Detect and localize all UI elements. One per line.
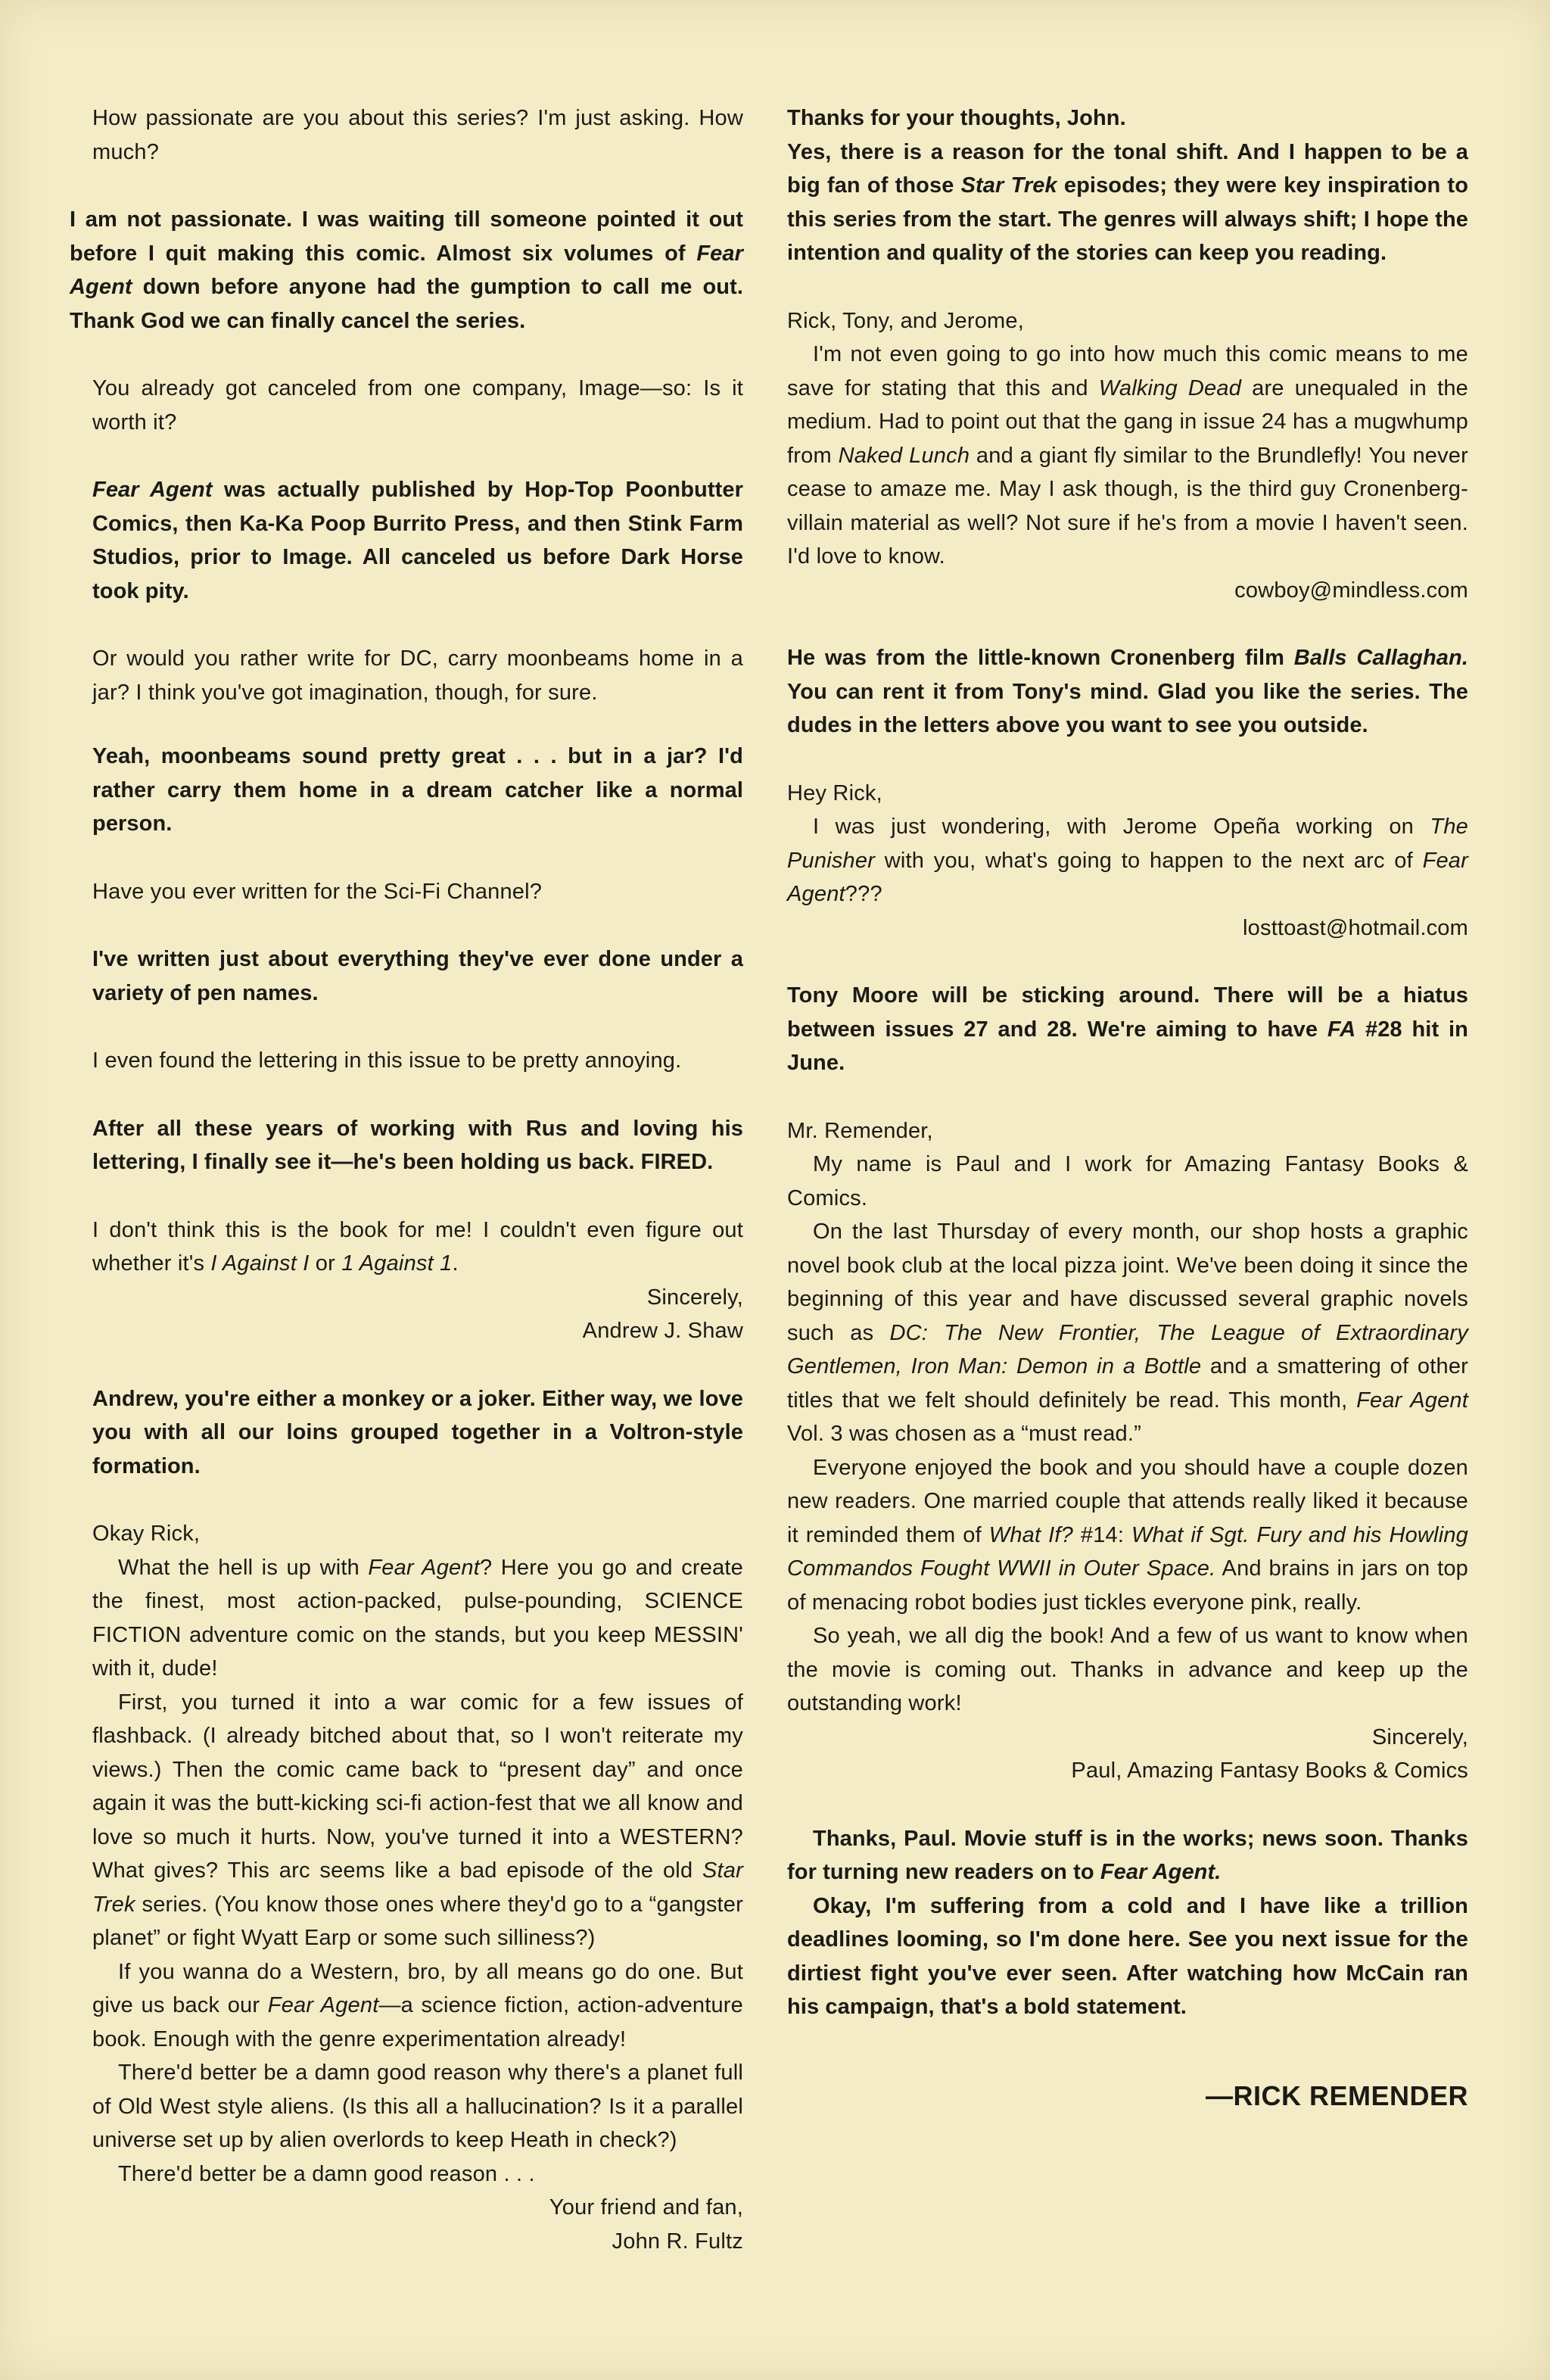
right-column [787,101,1468,2112]
email-losttoast: losttoast@hotmail.com [1243,915,1468,940]
question-5: I even found the lettering in this issue to be pretty annoying. [92,1048,682,1073]
answer-1: I am not passionate. I was waiting till someone pointed it out before I quit making this comic. Almost six volumes of Fear Agent down before anyone had the gumption to call me out. Thank God we can finally cancel the series. [70,207,743,333]
answer-4: I've written just about everything they've ever done under a variety of pen names. [92,947,743,1005]
letter-greeting: Okay Rick, [92,1522,201,1546]
question-4: Have you ever written for the Sci-Fi Channel? [92,879,543,904]
author-byline: —RICK REMENDER [1205,2079,1468,2111]
signature-name: Andrew J. Shaw [582,1319,743,1343]
letter-signature: John R. Fultz [612,2229,743,2254]
answer-3: Yeah, moonbeams sound pretty great . . . but in a jar? I'd rather carry them home in a dream catcher like a normal person. [92,744,743,836]
letter-john-fultz: Okay Rick, What the hell is up with Fear Agent? Here you go and create the finest, most action-packed, pulse-pounding, SCIENCE FICTION adventure comic on the stands, but you keep MESSIN' with it, dude! First, you turned it into a war comic for a few issues of flashback. (I already bitched about that, so I won't reiterate my views.) Then the comic came back to “present day” and once again it was the butt-kicking sci-fi action-fest that we all know and love so much it hurts. Now, you've turned it into a WESTERN? What gives? This arc seems like a bad episode of the old Star Trek series. (You know those ones where they'd go to a “gangster planet” or fight Wyatt Earp or some such silliness?) If you wanna do a Western, bro, by all means go do one. But give us back our Fear Agent—a science fiction, action-adventure book. Enough with the genre experimentation already! There'd better be a damn good reason why there's a planet full of Old West style aliens. (Is this all a hallucination? Is it a parallel universe set up by alien overlords to keep Heath in check?) There'd better be a damn good reason . . . Your friend and fan, John R. Fultz [70,1517,743,2258]
answer-5: After all these years of working with Rus and loving his lettering, I finally see it—he's been holding us back. FIRED. [92,1116,743,1174]
reply-losttoast: Tony Moore will be sticking around. There will be a hiatus between issues 27 and 28. We're aiming to have FA #28 hit in June. [787,983,1468,1075]
paul-signature: Paul, Amazing Fantasy Books & Comics [1071,1759,1468,1783]
answer-6: Andrew, you're either a monkey or a joker. Either way, we love you with all our loins grouped together in a Voltron-style formation. [92,1386,743,1478]
letter-losttoast: Hey Rick, I was just wondering, with Jerome Opeña working on The Punisher with you, what's going to happen to the next arc of Fear Agent??? losttoast@hotmail.com [787,777,1468,945]
letter-cowboy: Rick, Tony, and Jerome, I'm not even going to go into how much this comic means to me save for stating that this and Walking Dead are unequaled in the medium. Had to point out that the gang in issue 24 has a mugwhump from Naked Lunch and a giant fly similar to the Brundlefly! You never cease to amaze me. May I ask though, is the third guy Cronenberg-villain material as well? Not sure if he's from a movie I haven't seen. I'd love to know. cowboy@mindless.com [787,304,1468,608]
letter-signoff: Your friend and fan, [549,2195,743,2220]
answer-2: Fear Agent was actually published by Hop-Top Poonbutter Comics, then Ka-Ka Poop Burrito Press, and then Stink Farm Studios, prior to Image. All canceled us before Dark Horse took pity. [92,478,743,603]
question-3: Or would you rather write for DC, carry moonbeams home in a jar? I think you've got imagination, though, for sure. [92,646,743,705]
question-2: You already got canceled from one company, Image—so: Is it worth it? [92,376,743,435]
letter-paul: Mr. Remender, My name is Paul and I work for Amazing Fantasy Books & Comics. On the last Thursday of every month, our shop hosts a graphic novel book club at the local pizza joint. We've been doing it since the beginning of this year and have discussed several graphic novels such as DC: The New Frontier, The League of Extraordinary Gentlemen, Iron Man: Demon in a Bottle and a smattering of other titles that we felt should definitely be read. This month, Fear Agent Vol. 3 was chosen as a “must read.” Everyone enjoyed the book and you should have a couple dozen new readers. One married couple that attends really liked it because it reminded them of What If? #14: What if Sgt. Fury and his Howling Commandos Fought WWII in Outer Space. And brains in jars on top of menacing robot bodies just tickles everyone pink, really. So yeah, we all dig the book! And a few of us want to know when the movie is coming out. Thanks in advance and keep up the outstanding work! Sincerely, Paul, Amazing Fantasy Books & Comics [787,1114,1468,1788]
question-6: I don't think this is the book for me! I couldn't even figure out whether it's I Against I or 1 Against 1. Sincerely, Andrew J. Shaw [70,1213,743,1348]
left-column [70,101,743,2258]
reply-cowboy: He was from the little-known Cronenberg film Balls Callaghan. You can rent it from Tony's mind. Glad you like the series. The dudes in the letters above you want to see you outside. [787,646,1468,737]
email-cowboy: cowboy@mindless.com [1234,578,1468,603]
paul-signoff: Sincerely, [1371,1724,1468,1749]
question-1: How passionate are you about this series? I'm just asking. How much? [92,106,743,164]
reply-paul: Thanks, Paul. Movie stuff is in the works; news soon. Thanks for turning new readers on to Fear Agent. Okay, I'm suffering from a cold and I have like a trillion deadlines looming, so I'm done here. See you next issue for the dirtiest fight you've ever seen. After watching how McCain ran his campaign, that's a bold statement. [787,1826,1468,2019]
reply-to-john: Thanks for your thoughts, John. Yes, there is a reason for the tonal shift. And I happen to be a big fan of those Star Trek episodes; they were key inspiration to this series from the start. The genres will always shift; I hope the intention and quality of the stories can keep you reading. [787,106,1469,265]
signature-sincerely: Sincerely, [646,1285,743,1310]
